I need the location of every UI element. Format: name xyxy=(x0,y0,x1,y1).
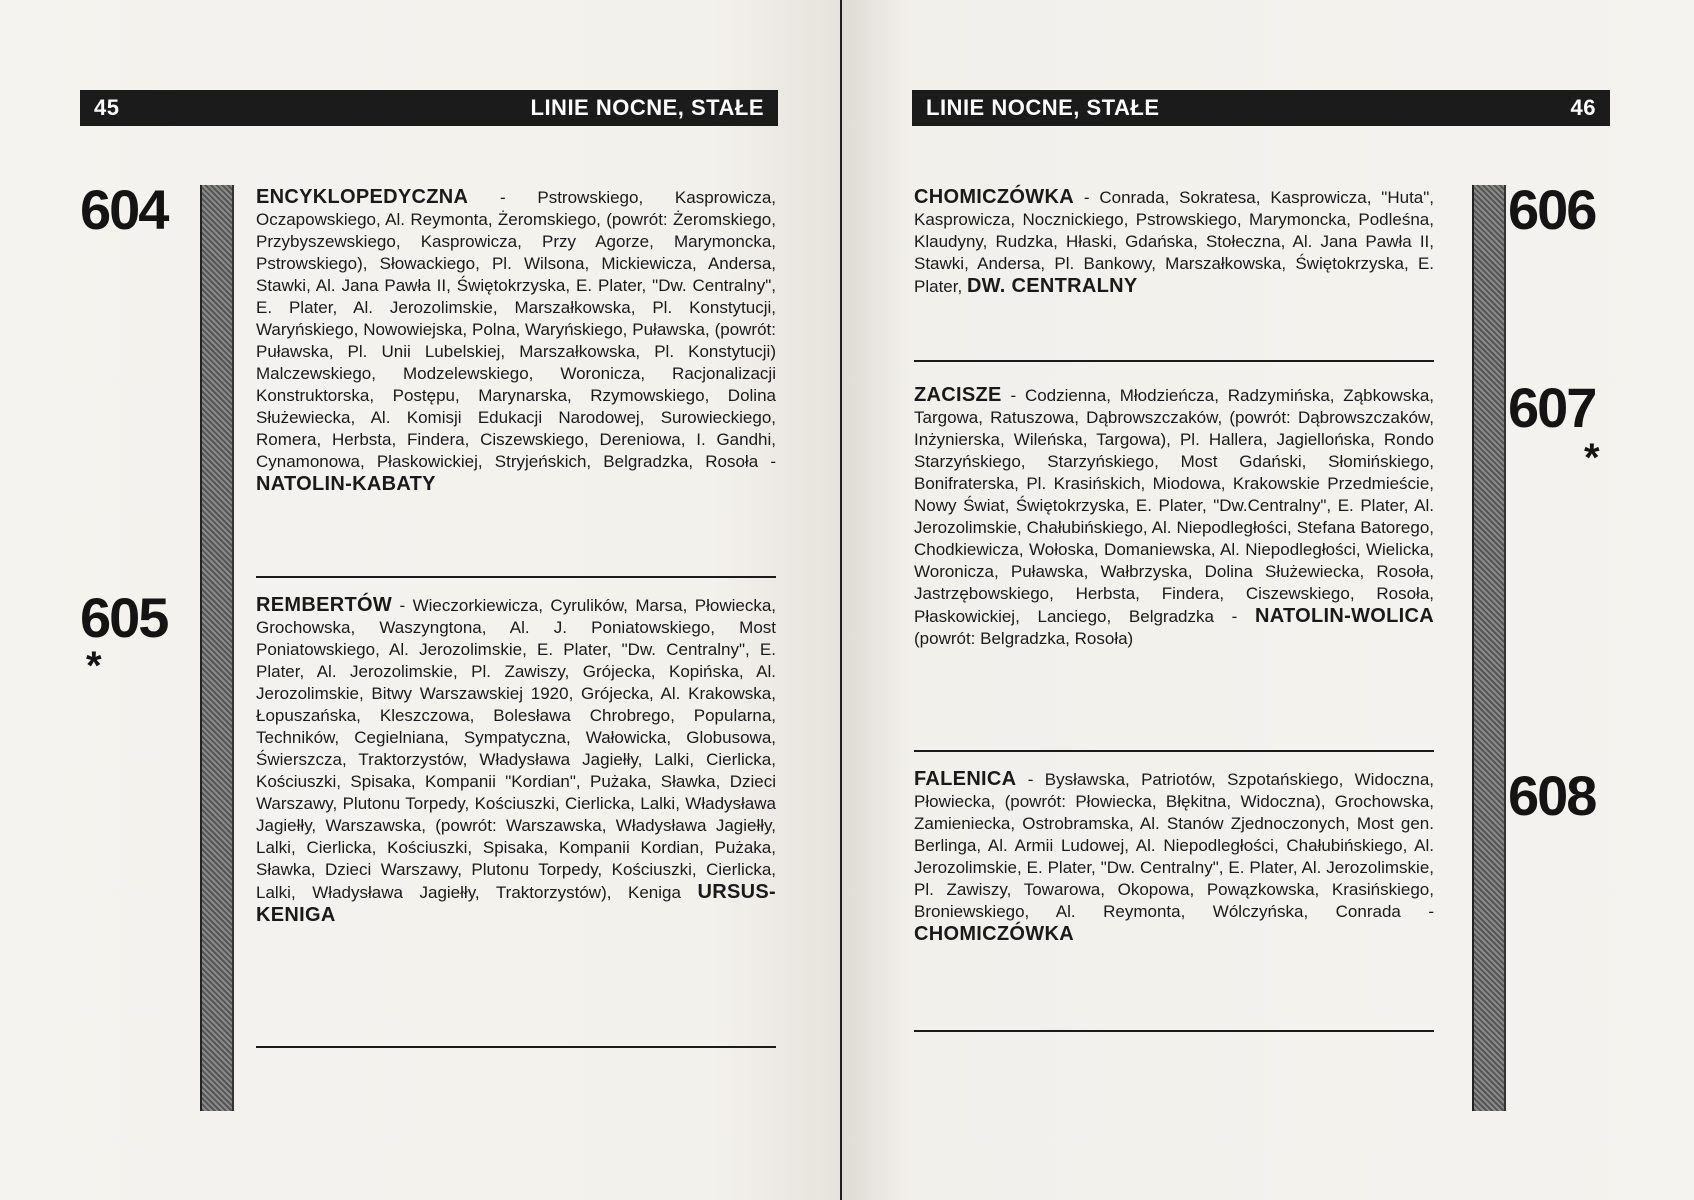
route-divider-rule xyxy=(914,1030,1434,1032)
route-start-stop: CHOMICZÓWKA xyxy=(914,186,1074,208)
page-header xyxy=(80,90,778,126)
route-number-608: 608 xyxy=(1508,764,1596,827)
route-end-stop: CHOMICZÓWKA xyxy=(914,923,1074,945)
route-start-stop: ZACISZE xyxy=(914,384,1002,406)
separator: - xyxy=(392,596,413,615)
separator xyxy=(681,883,698,902)
separator: - xyxy=(1213,607,1255,626)
route-end-stop: NATOLIN-KABATY xyxy=(256,473,436,495)
route-divider-rule xyxy=(914,750,1434,752)
page-number: 45 xyxy=(94,95,120,120)
separator: - xyxy=(1400,902,1434,921)
route-start-stop: REMBERTÓW xyxy=(256,594,393,616)
separator: - xyxy=(758,452,776,471)
route-divider-rule xyxy=(256,576,776,578)
route-start-stop: ENCYKLOPEDYCZNA xyxy=(256,186,469,208)
route-streets: Pstrowskiego, Kasprowicza, Oczapowskiego, Al. Reymonta, Żeromskiego, (powrót: Żeromskiego, Przybyszewskiego, Kasprowicza, Przy Agorze, Marymoncka, Pstrowskiego), Słowackiego, Pl. Wilsona, Mickiewicza, Andersa, Stawki, Al. Jana Pawła II, Świętokrzyska, E. Plater, "Dw. Centralny", E. Plater, Al. Jerozolimskie, Marszałkowska, Pl. Konstytucji, Waryńskiego, Nowowiejska, Polna, Waryńskiego, Puławska, (powrót: Puławska, Pl. Unii Lubelskiej, Marszałkowska, Pl. Konstytucji) Malczewskiego, Modzelewskiego, Woronicza, Racjonalizacji Konstruktorska, Postępu, Marynarska, Rzymowskiego, Dolina Służewiecka, Al. Komisji Edukacji Narodowej, Surowieckiego, Romera, Herbsta, Findera, Ciszewskiego, Dereniowa, I. Gandhi, Cynamonowa, Płaskowickiej, Stryjeńskich, Belgradzka, Rosoła xyxy=(256,188,776,471)
route-return-note: (powrót: Belgradzka, Rosoła) xyxy=(914,629,1134,648)
page-number: 46 xyxy=(1570,95,1596,120)
vertical-divider-bar xyxy=(200,185,234,1111)
separator: - xyxy=(1016,770,1045,789)
route-description-608 xyxy=(914,768,1434,946)
separator: - xyxy=(468,188,538,207)
route-description-605 xyxy=(256,594,776,927)
route-description-607 xyxy=(914,384,1434,650)
header-title: LINIE NOCNE, STAŁE xyxy=(926,95,1160,120)
route-end-stop: DW. CENTRALNY xyxy=(966,275,1138,297)
page-header xyxy=(912,90,1610,126)
route-number-605: 605 xyxy=(80,586,168,649)
route-divider-rule xyxy=(256,1046,776,1048)
route-streets: Codzienna, Młodzieńcza, Radzymińska, Ząbkowska, Targowa, Ratuszowa, Dąbrowszczaków, (powrót: Dąbrowszczaków, Inżynierska, Wileńska, Targowa), Pl. Hallera, Jagiellońska, Rondo Starzyńskiego, Starzyńskiego, Most Gdański, Słomińskiego, Bonifraterska, Pl. Krasińskich, Miodowa, Krakowskie Przedmieście, Nowy Świat, Świętokrzyska, E. Plater, "Dw.Centralny", E. Plater, Al. Jerozolimskie, Chałubińskiego, Al. Niepodległości, Stefana Batorego, Chodkiewicza, Wołoska, Domaniewska, Al. Niepodległości, Wielicka, Woronicza, Puławska, Wałbrzyska, Dolina Służewiecka, Rosoła, Jastrzębowskiego, Herbsta, Findera, Ciszewskiego, Rosoła, Płaskowickiej, Lanciego, Belgradzka xyxy=(914,386,1435,626)
route-streets: Wieczorkiewicza, Cyrulików, Marsa, Płowiecka, Grochowska, Waszyngtona, Al. J. Poniatowskiego, Most Poniatowskiego, Al. Jerozolimskie, E. Plater, "Dw. Centralny", E. Plater, Al. Jerozolimskie, Pl. Zawiszy, Grójecka, Kopińska, Al. Jerozolimskie, Bitwy Warszawskiej 1920, Grójecka, Al. Krakowska, Łopuszańska, Kleszczowa, Bolesława Chrobrego, Popularna, Techników, Cegielniana, Sympatyczna, Wałowicka, Globusowa, Świerszcza, Traktorzystów, Władysława Jagiełły, Lalki, Cierlicka, Kościuszki, Spisaka, Kompanii "Kordian", Pużaka, Sławka, Dzieci Warszawy, Plutonu Torpedy, Kościuszki, Cierlicka, Lalki, Władysława Jagiełły, Warszawska, (powrót: Warszawska, Władysława Jagiełły, Lalki, Cierlicka, Kościuszki, Spisaka, Kompanii Kordian, Pużaka, Sławka, Dzieci Warszawy, Plutonu Torpedy, Kościuszki, Cierlicka, Lalki, Władysława Jagiełły, Traktorzystów), Keniga xyxy=(256,596,777,902)
route-number-606: 606 xyxy=(1508,178,1596,241)
route-description-606 xyxy=(914,186,1434,298)
night-route-star: * xyxy=(1584,436,1600,480)
route-streets: Bysławska, Patriotów, Szpotańskiego, Widoczna, Płowiecka, (powrót: Płowiecka, Błękitna, Widoczna), Grochowska, Zamieniecka, Ostrobramska, Al. Stanów Zjednoczonych, Most gen. Berlinga, Al. Armii Ludowej, Al. Niepodległości, Chałubińskiego, Al. Jerozolimskie, E. Plater, "Dw. Centralny", E. Plater, Al. Jerozolimskie, Pl. Zawiszy, Towarowa, Okopowa, Powązkowska, Krasińskiego, Broniewskiego, Al. Reymonta, Wólczyńska, Conrada xyxy=(914,770,1435,921)
route-description-604 xyxy=(256,186,776,496)
route-number-604: 604 xyxy=(80,178,168,241)
route-streets: Conrada, Sokratesa, Kasprowicza, "Huta", Kasprowicza, Nocznickiego, Pstrowskiego, Marymoncka, Podleśna, Klaudyny, Rudzka, Hłaski, Gdańska, Stołeczna, Al. Jana Pawła II, Stawki, Andersa, Pl. Bankowy, Marszałkowska, Świętokrzyska, E. Plater, xyxy=(914,188,1434,296)
left-page xyxy=(0,0,840,1200)
route-end-stop: NATOLIN-WOLICA xyxy=(1255,605,1434,627)
night-route-star: * xyxy=(86,644,102,688)
header-title: LINIE NOCNE, STAŁE xyxy=(530,95,764,120)
route-divider-rule xyxy=(914,360,1434,362)
right-page xyxy=(842,0,1694,1200)
separator: - xyxy=(1073,188,1100,207)
route-start-stop: FALENICA xyxy=(914,768,1017,790)
vertical-divider-bar xyxy=(1472,185,1506,1111)
route-number-607: 607 xyxy=(1508,376,1596,439)
separator: - xyxy=(1001,386,1025,405)
route-end-stop: URSUS-KENIGA xyxy=(256,881,776,926)
